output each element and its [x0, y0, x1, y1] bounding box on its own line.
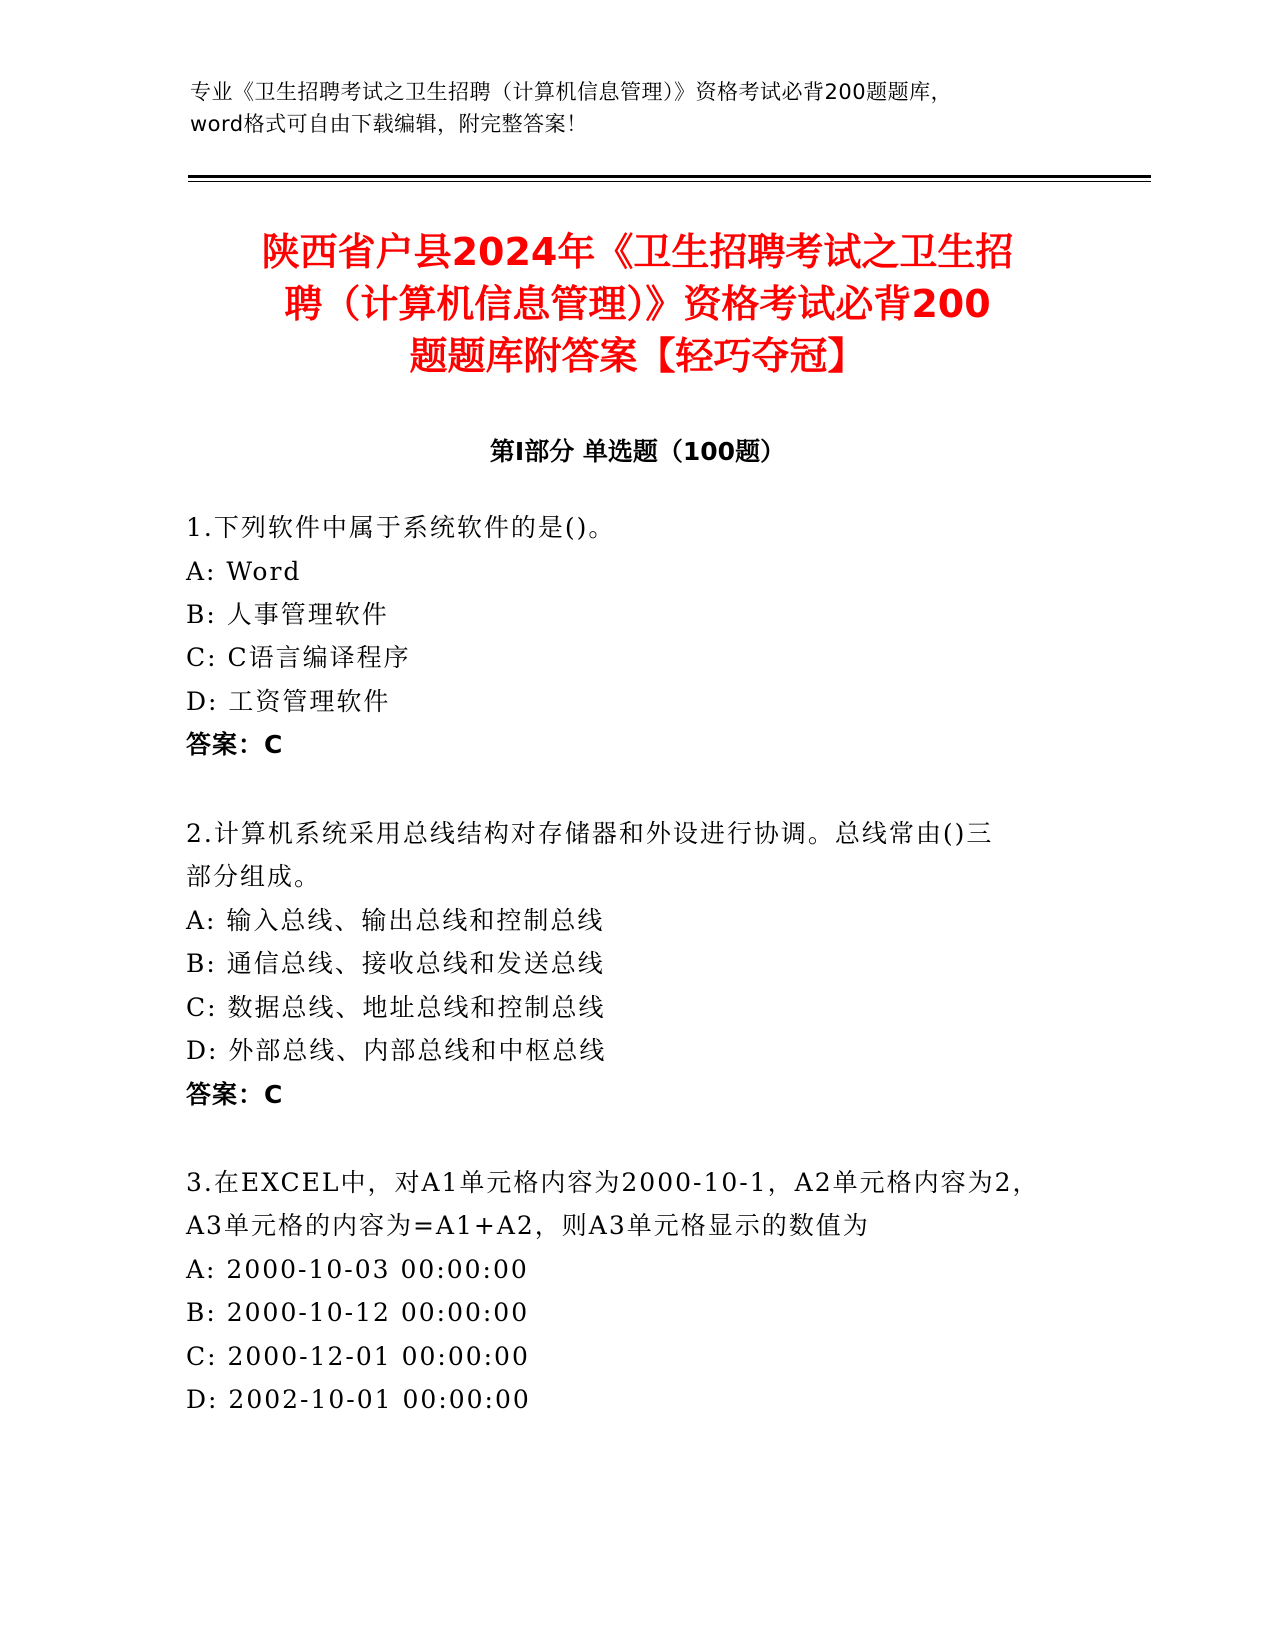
title-line-1: 陕西省户县2024年《卫生招聘考试之卫生招	[261, 230, 1014, 274]
question-3-option-b: B: 2000-10-12 00:00:00	[186, 1298, 530, 1327]
header-note	[190, 76, 1090, 140]
question-1-stem: 1.下列软件中属于系统软件的是()。	[186, 513, 616, 542]
question-1-answer: 答案：C	[186, 730, 284, 759]
question-1-option-c: C: C语言编译程序	[186, 643, 411, 672]
section-heading: 第Ⅰ部分 单选题（100题）	[489, 437, 786, 466]
title-line-2: 聘（计算机信息管理）》资格考试必背200	[284, 282, 991, 326]
question-2-option-b: B: 通信总线、接收总线和发送总线	[186, 949, 605, 978]
header-rule-thin	[188, 181, 1151, 182]
document-title	[160, 226, 1115, 382]
question-2-option-d: D: 外部总线、内部总线和中枢总线	[186, 1036, 607, 1065]
question-2-option-c: C: 数据总线、地址总线和控制总线	[186, 993, 606, 1022]
question-3-option-d: D: 2002-10-01 00:00:00	[186, 1385, 531, 1414]
question-1-option-d: D: 工资管理软件	[186, 687, 391, 716]
title-line-3: 题题库附答案【轻巧夺冠】	[409, 334, 866, 378]
header-rule-thick	[188, 175, 1151, 178]
question-2-stem-line-1: 2.计算机系统采用总线结构对存储器和外设进行协调。总线常由()三	[186, 819, 994, 848]
question-3-option-a: A: 2000-10-03 00:00:00	[186, 1255, 529, 1284]
header-note-line-2: word格式可自由下载编辑，附完整答案！	[190, 112, 588, 136]
question-2-option-a: A: 输入总线、输出总线和控制总线	[186, 906, 605, 935]
header-note-line-1: 专业《卫生招聘考试之卫生招聘（计算机信息管理）》资格考试必背200题题库，	[190, 80, 953, 104]
question-2-stem-line-2: 部分组成。	[186, 862, 322, 891]
question-1-option-b: B: 人事管理软件	[186, 600, 389, 629]
question-3-stem-line-2: A3单元格的内容为=A1+A2，则A3单元格显示的数值为	[186, 1211, 870, 1240]
question-1-option-a: A: Word	[186, 557, 302, 586]
question-2-answer: 答案：C	[186, 1080, 284, 1109]
question-3-stem-line-1: 3.在EXCEL中，对A1单元格内容为2000-10-1，A2单元格内容为2，	[186, 1168, 1040, 1197]
question-3-option-c: C: 2000-12-01 00:00:00	[186, 1342, 530, 1371]
